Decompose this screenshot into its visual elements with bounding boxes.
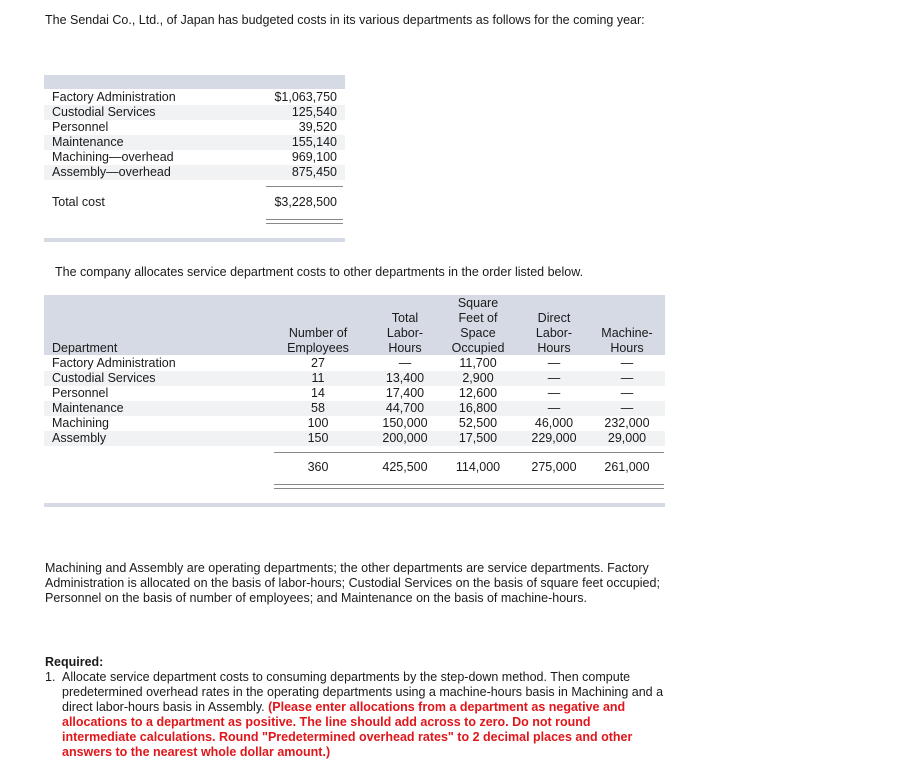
dept-square-feet: 52,500 <box>458 416 498 430</box>
dept-employees: 100 <box>307 416 329 430</box>
header-square-feet-3: Space <box>460 326 496 340</box>
budget-table-header <box>44 75 345 89</box>
budget-row-label: Factory Administration <box>52 90 176 104</box>
required-item <box>45 670 665 760</box>
total-double-rule <box>266 219 343 220</box>
budget-row <box>44 150 345 165</box>
dept-square-feet: 12,600 <box>458 386 498 400</box>
budget-row-value: 875,450 <box>291 165 337 179</box>
dept-labor-hours: 44,700 <box>385 401 425 415</box>
budget-row-value: 155,140 <box>291 135 337 149</box>
dept-employees: 27 <box>311 356 325 370</box>
required-item-text: Allocate service department costs to consuming departments by the step-down method. Then compute predetermined overhead rates in the operating departments using a machine-hours basis in Machining and a direct labor-hours basis in Assembly. <box>62 670 664 714</box>
budget-total-label: Total cost <box>52 195 105 209</box>
required-section <box>45 655 665 760</box>
header-square-feet-2: Feet of <box>458 311 498 325</box>
dept-labor-hours: 13,400 <box>385 371 425 385</box>
dept-labor-hours: 200,000 <box>382 431 428 445</box>
dept-name: Machining <box>52 416 109 430</box>
dept-square-feet: 11,700 <box>459 356 497 370</box>
dept-name: Factory Administration <box>52 356 176 370</box>
dept-employees: 58 <box>311 401 325 415</box>
header-employees-1: Number of <box>288 326 348 340</box>
dept-direct-labor: — <box>547 386 561 400</box>
budget-row-label: Machining—overhead <box>52 150 174 164</box>
budget-total-value: $3,228,500 <box>274 195 337 209</box>
total-labor-hours: 425,500 <box>382 460 428 474</box>
dept-square-feet: 17,500 <box>458 431 498 445</box>
dept-name: Personnel <box>52 386 109 400</box>
dept-row <box>44 356 665 371</box>
dept-square-feet: 2,900 <box>462 371 494 385</box>
header-department: Department <box>52 341 118 355</box>
total-machine-hours: 261,000 <box>604 460 650 474</box>
header-employees-2: Employees <box>287 341 349 355</box>
header-direct-labor-2: Labor- <box>535 326 573 340</box>
dept-machine-hours: — <box>620 386 634 400</box>
dept-labor-hours: 17,400 <box>385 386 425 400</box>
header-machine-hours-2: Hours <box>610 341 644 355</box>
required-title: Required: <box>45 655 104 669</box>
total-employees: 360 <box>307 460 329 474</box>
budget-row <box>44 120 345 135</box>
budget-row-value: 39,520 <box>298 120 337 134</box>
budget-total-row <box>44 195 345 210</box>
header-direct-labor-3: Hours <box>537 341 571 355</box>
dept-row <box>44 371 665 386</box>
header-labor-hours-1: Total <box>391 311 419 325</box>
department-description: Machining and Assembly are operating departments; the other departments are service departments. Factory Administration is allocated on the basis of labor-hours; Custodial Services on the basis of square feet occupied; Personnel on the basis of number of employees; and Maintenance on the basis of machine-hours. <box>45 561 660 605</box>
dept-machine-hours: 232,000 <box>604 416 650 430</box>
header-labor-hours-2: Labor- <box>386 326 424 340</box>
dept-labor-hours: — <box>398 356 412 370</box>
budget-row-label: Assembly—overhead <box>52 165 171 179</box>
dept-table-footer <box>44 503 665 507</box>
total-double-rule <box>274 488 664 489</box>
budget-row-value: $1,063,750 <box>274 90 337 104</box>
budget-table <box>44 90 345 180</box>
budget-row <box>44 90 345 105</box>
dept-row <box>44 416 665 431</box>
dept-totals-row <box>44 460 665 475</box>
total-square-feet: 114,000 <box>455 460 501 474</box>
header-labor-hours-3: Hours <box>388 341 422 355</box>
budget-row-label: Maintenance <box>52 135 124 149</box>
budget-row-label: Custodial Services <box>52 105 156 119</box>
dept-row <box>44 431 665 446</box>
dept-labor-hours: 150,000 <box>382 416 428 430</box>
dept-row <box>44 401 665 416</box>
header-square-feet-4: Occupied <box>451 341 505 355</box>
budget-row-value: 125,540 <box>291 105 337 119</box>
dept-direct-labor: — <box>547 401 561 415</box>
budget-row <box>44 165 345 180</box>
intro-text: The Sendai Co., Ltd., of Japan has budgeted costs in its various departments as follows for the coming year: <box>45 13 645 27</box>
required-item-instructions: (Please enter allocations from a department as negative and allocations to a department as positive. The line should add across to zero. Do not round intermediate calculations. Round "Predetermined overhead rates" to 2 decimal places and other answers to the nearest whole dollar amount.) <box>62 700 633 759</box>
dept-square-feet: 16,800 <box>458 401 498 415</box>
dept-employees: 150 <box>307 431 329 445</box>
header-machine-hours-1: Machine- <box>601 326 653 340</box>
dept-direct-labor: 229,000 <box>531 431 577 445</box>
budget-row-label: Personnel <box>52 120 109 134</box>
dept-machine-hours: — <box>620 371 634 385</box>
subtotal-rule <box>266 186 343 187</box>
budget-table-footer <box>44 238 345 242</box>
dept-machine-hours: 29,000 <box>607 431 647 445</box>
budget-row-value: 969,100 <box>291 150 337 164</box>
dept-name: Maintenance <box>52 401 124 415</box>
dept-direct-labor: — <box>547 356 561 370</box>
dept-machine-hours: — <box>620 401 634 415</box>
total-double-rule <box>266 223 343 224</box>
dept-row <box>44 386 665 401</box>
dept-name: Custodial Services <box>52 371 156 385</box>
subtotal-rule <box>274 452 664 453</box>
total-double-rule <box>274 484 664 485</box>
header-direct-labor-1: Direct <box>537 311 571 325</box>
budget-row <box>44 135 345 150</box>
dept-machine-hours: — <box>620 356 634 370</box>
dept-direct-labor: — <box>547 371 561 385</box>
total-direct-labor: 275,000 <box>531 460 577 474</box>
dept-name: Assembly <box>52 431 107 445</box>
dept-direct-labor: 46,000 <box>534 416 574 430</box>
dept-employees: 11 <box>311 371 325 385</box>
budget-row <box>44 105 345 120</box>
allocation-note: The company allocates service department costs to other departments in the order listed below. <box>55 265 584 279</box>
required-item-number: 1. <box>45 670 56 684</box>
header-square-feet-1: Square <box>457 296 499 310</box>
dept-employees: 14 <box>311 386 325 400</box>
